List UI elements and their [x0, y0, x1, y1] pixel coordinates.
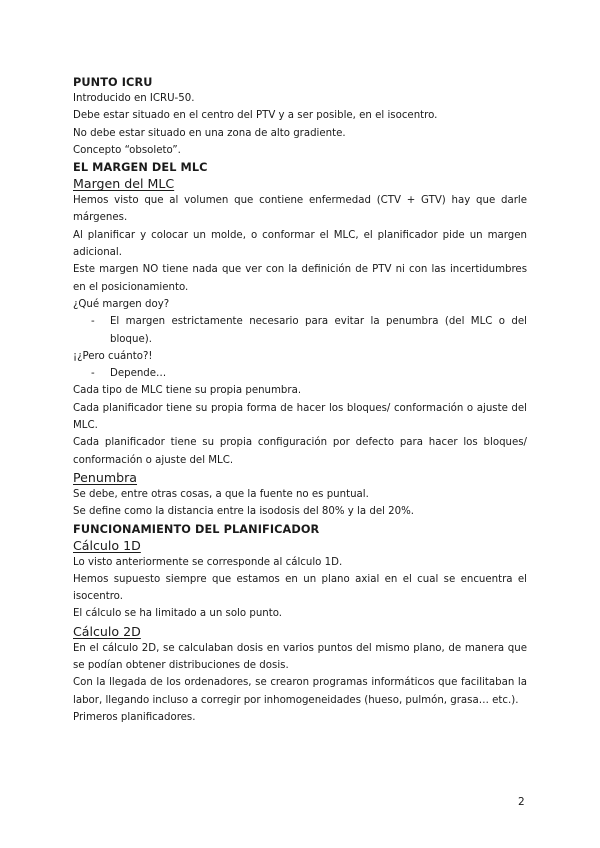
paragraph: Cada tipo de MLC tiene su propia penumbra.: [73, 385, 302, 397]
paragraph: Cada planificador tiene su propia forma de hacer los bloques/ conformación o ajuste del MLC.: [73, 402, 527, 432]
paragraph: Introducido en ICRU-50.: [73, 93, 195, 104]
list-item: [73, 313, 527, 348]
paragraph: Este margen NO tiene nada que ver con la definición de PTV ni con las incertidumbres en el posicionamiento.: [73, 264, 527, 293]
paragraph: El cálculo se ha limitado a un solo punto.: [73, 608, 283, 620]
subheading-calculo-2d: Cálculo 2D: [73, 623, 141, 639]
subheading-penumbra: Penumbra: [73, 469, 138, 485]
paragraph: Se debe, entre otras cosas, a que la fuente no es puntual.: [73, 488, 369, 500]
paragraph: Lo visto anteriormente se corresponde al cálculo 1D.: [73, 556, 343, 568]
heading-margen-mlc: EL MARGEN DEL MLC: [73, 161, 208, 175]
list-item-text: Depende…: [110, 368, 167, 380]
paragraph: Concepto “obsoleto”.: [73, 144, 181, 156]
subheading-margen-mlc: Margen del MLC: [73, 176, 175, 192]
paragraph: Hemos supuesto siempre que estamos en un plano axial en el cual se encuentra el isocentro.: [73, 573, 527, 603]
bullet-dash: -: [91, 316, 95, 328]
paragraph: Con la llegada de los ordenadores, se crearon programas informáticos que facilitaban la labor, llegando incluso a corregir por inhomogeneidades (hueso, pulmón, grasa… etc.).: [73, 677, 527, 706]
document-page: [73, 74, 527, 726]
question: ¡¿Pero cuánto?!: [73, 350, 153, 362]
page-number: 2: [518, 796, 525, 808]
paragraph: Se define como la distancia entre la isodosis del 80% y la del 20%.: [73, 506, 415, 518]
heading-punto-icru: PUNTO ICRU: [73, 76, 153, 89]
paragraph: Primeros planificadores.: [73, 711, 196, 723]
question: ¿Qué margen doy?: [73, 298, 170, 310]
paragraph: Debe estar situado en el centro del PTV y a ser posible, en el isocentro.: [73, 110, 438, 122]
list-item-text: El margen estrictamente necesario para evitar la penumbra (del MLC o del bloque).: [110, 316, 527, 345]
paragraph: Hemos visto que al volumen que contiene enfermedad (CTV + GTV) hay que darle márgenes.: [73, 195, 527, 224]
paragraph: No debe estar situado en una zona de alto gradiente.: [73, 127, 346, 139]
subheading-calculo-1d: Cálculo 1D: [73, 537, 141, 553]
paragraph: Al planificar y colocar un molde, o conformar el MLC, el planificador pide un margen adicional.: [73, 229, 527, 259]
paragraph: Cada planificador tiene su propia configuración por defecto para hacer los bloques/ conformación o ajuste del MLC.: [73, 437, 527, 466]
heading-funcionamiento: FUNCIONAMIENTO DEL PLANIFICADOR: [73, 522, 320, 536]
list-item: [73, 365, 527, 382]
bullet-dash: -: [91, 368, 95, 380]
paragraph: En el cálculo 2D, se calculaban dosis en varios puntos del mismo plano, de manera que se podían obtener distribuciones de dosis.: [73, 642, 527, 672]
